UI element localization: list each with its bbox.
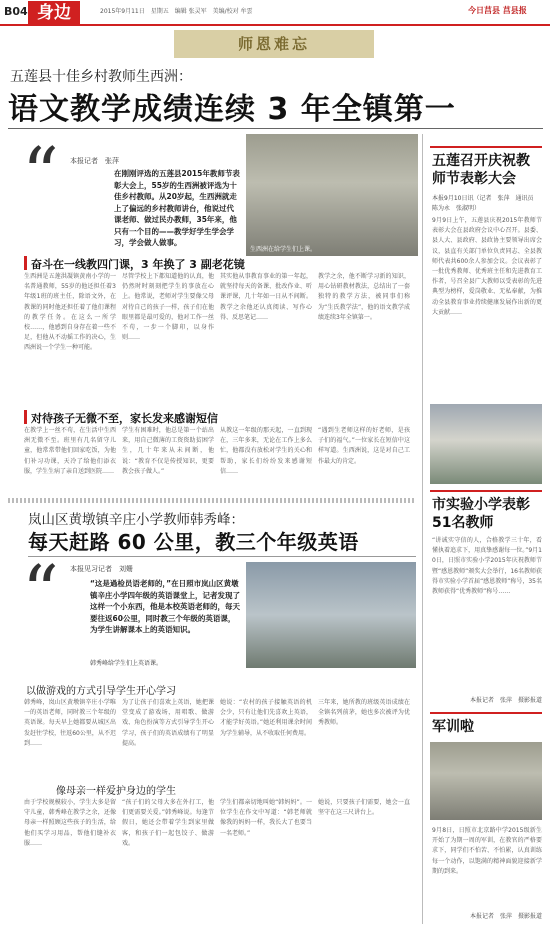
red-marker-icon bbox=[24, 410, 27, 424]
sidebar-story2-byline: 本报记者 张萍 摄影报道 bbox=[469, 697, 542, 704]
story2-s2-col2: “孩子们的父母大多在外打工，他们更需要关爱。”韩秀峰说。每逢节假日，她还会带着学生到家里做客，和孩子们一起包饺子、做游戏。 bbox=[122, 799, 214, 847]
story2-photo-caption: 韩秀峰给学生们上英语课。 bbox=[90, 660, 163, 667]
lead-title: 语文教学成绩连续 3 年全镇第一 bbox=[8, 92, 456, 127]
lead-section1-title bbox=[24, 256, 245, 272]
story2-intro: “这是過检员语老师的，”在日照市岚山区黄墩镇辛庄小学四年级的英语课堂上，记者发现了这样一个小东西，他是本校英语老师的，每天要往返60公里，同时教三个年级的英语课，为学生讲解课本上的英语知识。 bbox=[90, 579, 240, 634]
lead-section2-title bbox=[24, 410, 218, 426]
page-number: B04 bbox=[4, 5, 28, 18]
quote-mark-icon: “ bbox=[22, 132, 59, 216]
sidebar-story1-title: 五莲召开庆祝教师节表彰大会 bbox=[432, 153, 530, 187]
story2-s2-col1: 由于学校规模较小，学生大多是留守儿童，韩秀峰在教学之余，还像母亲一样照顾这些孩子的生活，给他们买学习用品，帮他们缝补衣服…… bbox=[24, 799, 116, 847]
story-separator bbox=[8, 498, 416, 503]
lead-s2-col3: 从教这一年级的那天起，一直到现在，三年多来，无论在工作上多么忙，他都没有放松对学生的关心和帮助，家长们纷纷发来感谢短信…… bbox=[220, 427, 312, 475]
lead-s1-col2: 尽管学校上下都知道他的认真，他仍然时时刻刻把学生的事放在心上。他常说，老师对学生要像父母对待自己的孩子一样，孩子们在他眼里都是最可爱的，他对工作一丝不苟，一步一个脚印，以身作则…… bbox=[122, 273, 214, 342]
sidebar-story3-text: 9月8日，日照市北京路中学2015级新生开始了为期一周的军训，在教官的严格要求下，同学们不怕苦、不怕累，认真训练每一个动作，以饱满的精神面貌迎接新学期的到来。 bbox=[432, 827, 542, 875]
story2-photo bbox=[246, 562, 416, 668]
lead-byline: 本报记者 张萍 bbox=[70, 157, 119, 165]
title-rule bbox=[8, 128, 543, 129]
sidebar-red-rule bbox=[430, 146, 542, 148]
sidebar-story3-title: 军训啦 bbox=[432, 719, 474, 735]
lead-s2-col2: 学生有困难时，他总是第一个站出来，用自己微薄的工资资助贫困学生，几十年来从未间断，他说：“教育不仅是传授知识，更要教会孩子做人。” bbox=[122, 427, 214, 475]
red-marker-icon bbox=[24, 256, 27, 270]
story2-byline: 本报见习记者 刘姗 bbox=[70, 565, 133, 573]
story2-subtitle: 岚山区黄墩镇辛庄小学教师韩秀峰： bbox=[28, 512, 244, 528]
date-line: 2015年9月11日 星期五 编辑 张灵军 美编/校对 牟雲 bbox=[100, 8, 253, 15]
story2-s1-col1: 韩秀峰，岚山区黄墩镇辛庄小学唯一的英语老师，同时教三个年级的英语课。每天早上她都要从城区出发赶往学校，往返60公里，从不迟到…… bbox=[24, 699, 116, 747]
lead-photo-caption: 生西洲在给学生们上课。 bbox=[250, 246, 317, 253]
lead-s1-col1: 生西洲是五莲洪凝镇黄南小学的一名普通教师，55岁的他还担任着3年级1班的班主任，除语文外，在教课的同时他还担任着了他们课程的教学任务。在这么一所学校……，他感到自身存在着一些不足，但他从不动摇工作的决心，生西洲说一个学生一种可能。 bbox=[24, 273, 116, 352]
quote-mark-icon-2: “ bbox=[22, 550, 59, 634]
sidebar-story3-photo bbox=[430, 742, 542, 820]
story2-title: 每天赶路 60 公里，教三个年级英语 bbox=[28, 530, 359, 554]
header-rule bbox=[0, 24, 550, 26]
story2-s1-col3: 她说：“农村的孩子接触英语的机会少，只有让他们先喜欢上英语，才能学好英语。”她还利用课余时间为学生辅导，从不收取任何费用。 bbox=[220, 699, 312, 737]
lead-s2-col4: “遇到生老师这样的好老师，是孩子们的福气。”一位家长在短信中这样写道。生西洲说，这是对自己工作最大的肯定。 bbox=[318, 427, 410, 465]
story2-s2-col4: 她说，只要孩子们需要，她会一直坚守在这三尺讲台上。 bbox=[318, 799, 410, 817]
lead-s1-col4: 教学之余，他不断学习新的知识，用心钻研教材教法，总结出了一套独特的教学方法，被同事们称为“生氏教学法”，他的语文教学成绩连续3年全镇第一。 bbox=[318, 273, 410, 321]
sidebar-story1-text: 9月9日上午，五莲县庆祝2015年教师节表彰大会在县政府会议中心召开。县委、县人大、县政府、县政协主要领导出席会议，县直有关部门单位负责同志、全县教师代表共600余人参加会议。会议表彰了一批优秀教师、优秀班主任和先进教育工作者，号召全县广大教师以受表彰的先进典型为榜样，爱岗敬业、无私奉献，为推动全县教育事业持续健康发展作出新的更大贡献…… bbox=[432, 217, 542, 316]
lead-section2-title-text: 对待孩子无微不至，家长发来感谢短信 bbox=[31, 412, 218, 425]
story2-s1-col2: 为了让孩子们喜欢上英语，她把课堂变成了游戏场，用唱歌、做游戏、角色扮演等方式引导学生开心学习，孩子们的英语成绩有了明显提高。 bbox=[122, 699, 214, 747]
lead-s2-col1: 在教学上一丝不苟，在生活中生西洲无微不至。班里有几名留守儿童，他常常带他们回家吃饭，为他们补习功课，天冷了给他们添衣服，学生生病了亲自送到医院…… bbox=[24, 427, 116, 475]
column-banner: 师恩难忘 bbox=[174, 30, 374, 58]
page-header bbox=[0, 0, 550, 30]
sidebar-red-rule-3 bbox=[430, 712, 542, 714]
sidebar-story2-title: 市实验小学表彰51名教师 bbox=[432, 497, 530, 531]
story2-s2-col3: 学生们都亲切地叫她“韩妈妈”。一位学生在作文中写道：“韩老师就像我的妈妈一样，我长大了也要当一名老师。” bbox=[220, 799, 312, 837]
story2-section2-title: 像母亲一样爱护身边的学生 bbox=[56, 786, 176, 797]
sidebar-red-rule-2 bbox=[430, 490, 542, 492]
sidebar-divider bbox=[422, 134, 423, 924]
sidebar-story1-photo bbox=[430, 404, 542, 484]
lead-section1-title-text: 奋斗在一线教四门课，3 年换了 3 副老花镜 bbox=[31, 258, 245, 271]
story2-section1-title: 以做游戏的方式引导学生开心学习 bbox=[26, 686, 176, 697]
story2-s1-col4: 三年来，她所教的班级英语成绩在全镇名列前茅，她也多次被评为优秀教师。 bbox=[318, 699, 410, 727]
sidebar-story3-byline: 本报记者 张萍 摄影报道 bbox=[469, 913, 542, 920]
lead-subtitle: 五莲县十佳乡村教师生西洲： bbox=[10, 69, 192, 85]
paper-name: 今日莒县 莒县报 bbox=[468, 6, 527, 15]
lead-s1-col3: 其实他从事教育事业的第一年起，就坚持每天的备课、批改作业、听课评课，几十年如一日从不间断。教学之余他还认真阅读、写作心得、反思笔记…… bbox=[220, 273, 312, 321]
lead-intro: 在刚刚评选的五莲县2015年教师节表彰大会上，55岁的生西洲被评选为十佳乡村教师。从20岁起，生西洲就走上了偏远的乡村教师讲台，他说过代课老师、做过民办教师，35年来，他只有一个目的——教学好学生学会学习，学会做人做事。 bbox=[114, 169, 240, 247]
sidebar-story1-byline: 本报9月10日讯（记者 张萍 通讯员 陈为永 张淑明） bbox=[432, 195, 540, 212]
lead-photo bbox=[246, 134, 418, 256]
sidebar-story2-text: “讲诚实守信的人，合格教学三十年，看懂执着追求下，用真挚感谢每一位。”9月10日，日照市实验小学2015年庆祝教师节暨“感恩教师”颁奖大会举行，16名教师获得市实验小学首届“感恩教师”称号，35名教师获得“优秀教师”称号…… bbox=[432, 537, 542, 596]
story2-title-rule bbox=[28, 556, 416, 557]
section-tag: 身边 bbox=[28, 1, 80, 25]
